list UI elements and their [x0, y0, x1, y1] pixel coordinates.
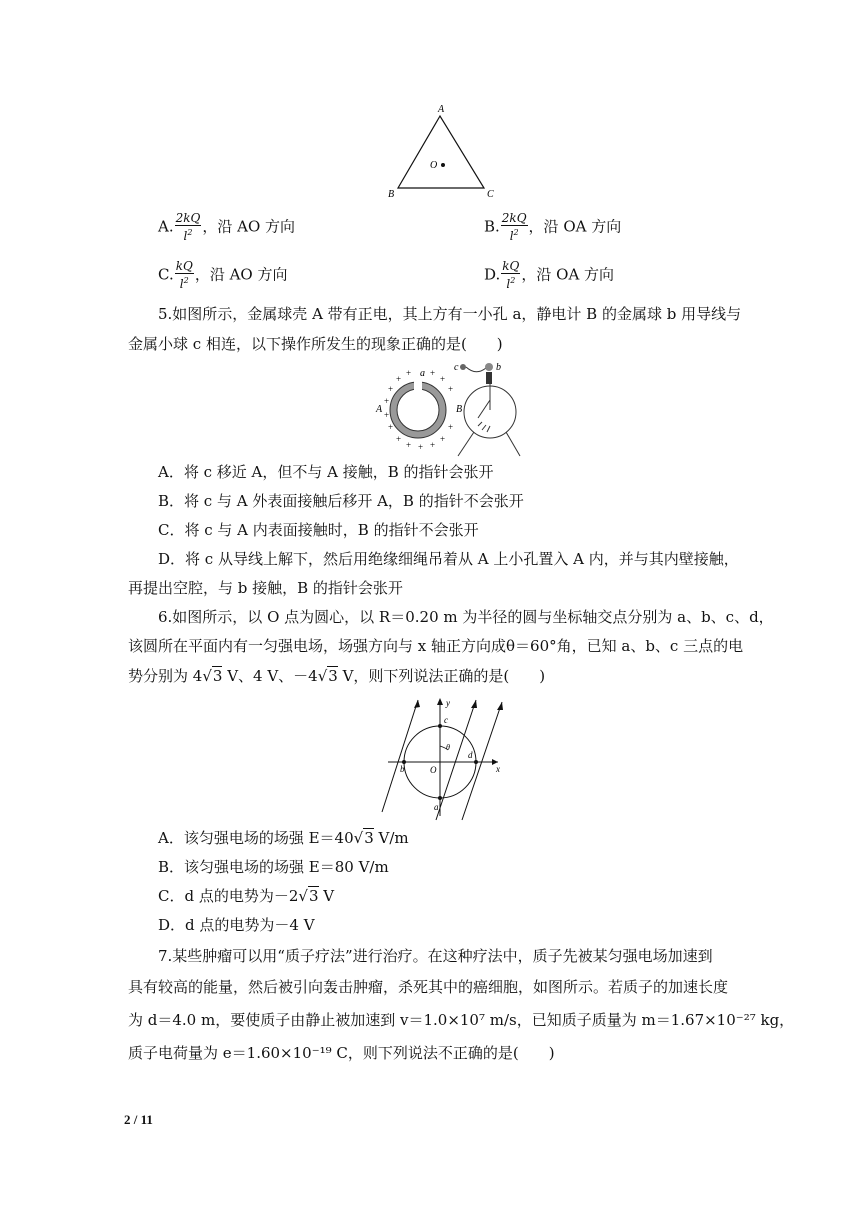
q6-option-d: D．d 点的电势为－4 V [158, 916, 315, 934]
electroscope-figure [370, 360, 530, 460]
svg-text:d: d [468, 750, 473, 760]
q7-line4: 质子电荷量为 e＝1.60×10⁻¹⁹ C，则下列说法不正确的是( ) [128, 1044, 555, 1062]
label-C: C [487, 189, 494, 200]
svg-text:+: + [418, 442, 424, 452]
svg-text:+: + [384, 410, 390, 420]
label-A: A [438, 104, 445, 115]
q6-stem-line1: 6.如图所示，以 O 点为圆心，以 R＝0.20 m 为半径的圆与坐标轴交点分别为 a、b、c、d， [158, 608, 774, 626]
q6-option-b: B．该匀强电场的场强 E＝80 V/m [158, 858, 389, 876]
triangle-figure [380, 100, 500, 200]
svg-text:+: + [440, 374, 446, 384]
q6-option-c: C．d 点的电势为－2√3 V [158, 887, 335, 905]
q6-stem-line3: 势分别为 4√3 V、4 V、－4√3 V，则下列说法正确的是( ) [128, 667, 546, 685]
q5-option-c: C．将 c 与 A 内表面接触时，B 的指针不会张开 [158, 521, 479, 539]
svg-text:+: + [388, 422, 394, 432]
q7-line1: 7.某些肿瘤可以用“质子疗法”进行治疗。在这种疗法中，质子先被某匀强电场加速到 [158, 947, 713, 965]
svg-text:+: + [448, 422, 454, 432]
q5-option-a: A．将 c 移近 A，但不与 A 接触，B 的指针会张开 [158, 463, 494, 481]
q5-stem-line1: 5.如图所示，金属球壳 A 带有正电，其上方有一小孔 a，静电计 B 的金属球 b 用导线与 [158, 305, 742, 323]
q4-option-b: B. $\frac{2kQ}{l^2}$ ，沿 OA 方向 [484, 211, 622, 243]
q5-option-d-line1: D．将 c 从导线上解下，然后用绝缘细绳吊着从 A 上小孔置入 A 内，并与其内壁接触， [158, 550, 739, 568]
svg-text:y: y [446, 698, 450, 708]
svg-text:+: + [430, 440, 436, 450]
label-B: B [388, 189, 395, 200]
svg-text:+: + [430, 368, 436, 378]
q5-stem-line2: 金属小球 c 相连，以下操作所发生的现象正确的是( ) [128, 335, 503, 353]
svg-text:θ: θ [446, 743, 450, 752]
svg-text:+: + [396, 434, 402, 444]
q4-option-d: D. $\frac{kQ}{l^2}$ ，沿 OA 方向 [484, 259, 615, 291]
q7-line3: 为 d＝4.0 m，要使质子由静止被加速到 v＝1.0×10⁷ m/s，已知质子质量为 m＝1.67×10⁻²⁷ kg， [128, 1011, 795, 1029]
svg-text:B: B [456, 404, 463, 415]
q6-stem-line2: 该圆所在平面内有一匀强电场，场强方向与 x 轴正方向成θ＝60°角，已知 a、b、c 三点的电 [128, 637, 744, 655]
svg-text:A: A [376, 404, 383, 415]
svg-text:+: + [384, 396, 390, 406]
q6-option-a: A．该匀强电场的场强 E＝40√3 V/m [158, 829, 409, 847]
svg-text:+: + [406, 440, 412, 450]
svg-text:x: x [496, 764, 500, 774]
q7-line2: 具有较高的能量，然后被引向轰击肿瘤，杀死其中的癌细胞，如图所示。若质子的加速长度 [128, 978, 729, 996]
q4-option-a: A. $\frac{2kQ}{l^2}$ ，沿 AO 方向 [158, 211, 296, 243]
svg-text:b: b [496, 362, 501, 373]
circle-field-figure [380, 692, 510, 822]
svg-text:+: + [440, 434, 446, 444]
svg-text:+: + [396, 374, 402, 384]
q5-option-d-line2: 再提出空腔，与 b 接触，B 的指针会张开 [128, 579, 403, 597]
svg-text:b: b [400, 764, 405, 774]
svg-text:a: a [420, 368, 425, 379]
svg-text:c: c [454, 362, 459, 373]
page-number: 2 / 11 [124, 1112, 153, 1127]
svg-text:c: c [444, 715, 448, 725]
q5-option-b: B．将 c 与 A 外表面接触后移开 A，B 的指针不会张开 [158, 492, 524, 510]
svg-text:+: + [448, 384, 454, 394]
svg-text:+: + [406, 368, 412, 378]
svg-text:+: + [388, 384, 394, 394]
svg-text:O: O [430, 765, 437, 775]
q4-option-c: C. $\frac{kQ}{l^2}$ ，沿 AO 方向 [158, 259, 288, 291]
label-O: O [430, 160, 438, 171]
svg-text:a: a [434, 802, 439, 812]
